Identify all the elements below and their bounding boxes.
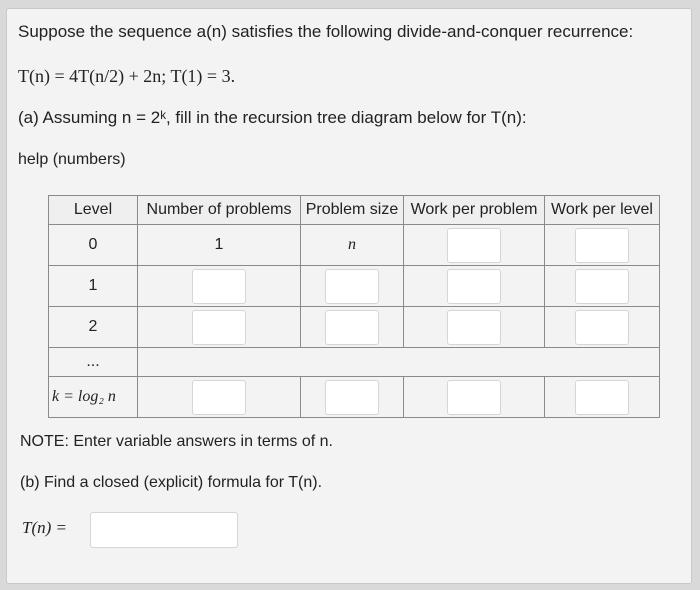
problem-size-input[interactable] — [325, 380, 379, 415]
problem-size-cell — [301, 266, 404, 307]
intro-text: Suppose the sequence a(n) satisfies the following divide-and-conquer recurrence: — [18, 22, 634, 41]
header-number-of-problems: Number of problems — [138, 196, 301, 225]
problem-size-input[interactable] — [325, 269, 379, 304]
help-link[interactable]: help (numbers) — [18, 151, 126, 168]
header-work-per-problem: Work per problem — [404, 196, 545, 225]
answer-label: T(n) = — [22, 518, 67, 537]
work-per-level-input[interactable] — [575, 380, 629, 415]
work-per-level-input[interactable] — [575, 310, 629, 345]
work-per-problem-input[interactable] — [447, 269, 501, 304]
work-per-problem-input[interactable] — [447, 228, 501, 263]
num-problems-input[interactable] — [192, 269, 246, 304]
table-row — [49, 266, 660, 307]
recursion-tree-table — [48, 195, 660, 418]
num-problems-cell — [138, 307, 301, 348]
level-cell: 2 — [49, 307, 138, 348]
table-header-row — [49, 196, 660, 225]
work-per-problem-cell — [404, 307, 545, 348]
table-row — [49, 225, 660, 266]
num-problems-cell — [138, 377, 301, 418]
work-per-problem-cell — [404, 225, 545, 266]
recurrence-text: T(n) = 4T(n/2) + 2n; T(1) = 3. — [18, 66, 236, 86]
work-per-problem-cell — [404, 377, 545, 418]
table-row — [49, 377, 660, 418]
header-level: Level — [49, 196, 138, 225]
level-cell: ... — [49, 348, 138, 377]
level-cell: 0 — [49, 225, 138, 266]
problem-size-cell: n — [301, 225, 404, 266]
num-problems-input[interactable] — [192, 380, 246, 415]
num-problems-input[interactable] — [192, 310, 246, 345]
work-per-level-cell — [545, 266, 660, 307]
table-row — [49, 307, 660, 348]
part-b-text: (b) Find a closed (explicit) formula for T(n). — [20, 474, 323, 491]
header-problem-size: Problem size — [301, 196, 404, 225]
work-per-level-input[interactable] — [575, 269, 629, 304]
problem-size-cell — [301, 377, 404, 418]
ellipsis-row-blank — [138, 348, 660, 377]
level-cell: k = log₂ n — [49, 377, 138, 418]
work-per-problem-input[interactable] — [447, 380, 501, 415]
table-row — [49, 348, 660, 377]
level-cell: 1 — [49, 266, 138, 307]
work-per-level-input[interactable] — [575, 228, 629, 263]
problem-size-cell — [301, 307, 404, 348]
num-problems-cell: 1 — [138, 225, 301, 266]
problem-size-input[interactable] — [325, 310, 379, 345]
num-problems-cell — [138, 266, 301, 307]
part-a-text: (a) Assuming n = 2ᵏ, fill in the recursion tree diagram below for T(n): — [18, 108, 527, 127]
header-work-per-level: Work per level — [545, 196, 660, 225]
work-per-problem-cell — [404, 266, 545, 307]
work-per-level-cell — [545, 225, 660, 266]
closed-formula-input[interactable] — [90, 512, 238, 548]
note-text: NOTE: Enter variable answers in terms of n. — [20, 433, 333, 450]
work-per-level-cell — [545, 307, 660, 348]
work-per-level-cell — [545, 377, 660, 418]
work-per-problem-input[interactable] — [447, 310, 501, 345]
